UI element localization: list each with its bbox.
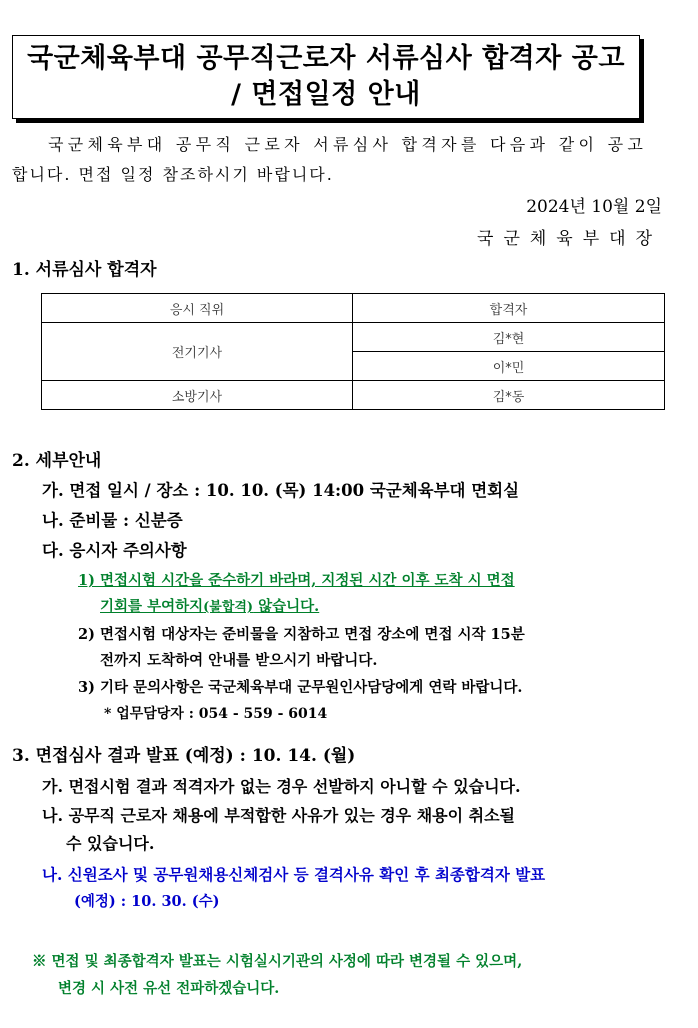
- title-panel: [12, 35, 640, 119]
- note-1-text-c: 않습니다.: [253, 598, 320, 615]
- note-1-line-2: [100, 596, 319, 619]
- interview-schedule: 가. 면접 일시 / 장소 : 10. 10. (목) 14:00 국군체육부대 면회실: [42, 481, 520, 500]
- issuer: 국군체육부대장: [477, 229, 662, 249]
- required-items: 나. 준비물 : 신분증: [42, 511, 183, 530]
- header-position: 응시 직위: [42, 294, 353, 323]
- title-line-2: / 면접일정 안내: [231, 79, 421, 110]
- footnote-line-2: 변경 시 사전 유선 전파하겠습니다.: [58, 980, 280, 997]
- position-cell: 소방기사: [42, 381, 353, 410]
- header-passer: 합격자: [353, 294, 665, 323]
- passers-table: [41, 293, 665, 410]
- title-box: [12, 35, 640, 119]
- result-note-b-line-2: 수 있습니다.: [66, 834, 155, 853]
- result-note-c-line-1: 나. 신원조사 및 공무원채용신체검사 등 결격사유 확인 후 최종합격자 발표: [42, 865, 546, 884]
- passer-cell: 김*현: [353, 323, 665, 352]
- position-cell: 전기기사: [42, 323, 353, 381]
- passer-cell: 이*민: [353, 352, 665, 381]
- result-note-b-line-1: 나. 공무직 근로자 채용에 부적합한 사유가 있는 경우 채용이 취소될: [42, 806, 516, 825]
- note-2-line-2: 전까지 도착하여 안내를 받으시기 바랍니다.: [100, 652, 378, 669]
- footnote-line-1: ※ 면접 및 최종합격자 발표는 시험실시기관의 사정에 따라 변경될 수 있으며,: [32, 953, 523, 970]
- result-note-c-line-2: (예정) : 10. 30. (수): [74, 893, 220, 910]
- section-2-heading: 2. 세부안내: [12, 451, 102, 471]
- note-1-fail-mark: (불합격): [203, 600, 254, 615]
- notice-date: 2024년 10월 2일: [526, 197, 662, 217]
- section-3-heading: 3. 면접심사 결과 발표 (예정) : 10. 14. (월): [12, 746, 356, 766]
- table-row: [42, 323, 665, 352]
- note-2-line-1: 2) 면접시험 대상자는 준비물을 지참하고 면접 장소에 면접 시작 15분: [78, 626, 525, 643]
- section-1-heading: 1. 서류심사 합격자: [12, 260, 157, 280]
- contact-line: * 업무담당자 : 054 - 559 - 6014: [104, 706, 328, 722]
- passer-cell: 김*동: [353, 381, 665, 410]
- note-3-line-1: 3) 기타 문의사항은 국군체육부대 군무원인사담당에게 연락 바랍니다.: [78, 679, 523, 696]
- intro-line-2: 합니다. 면접 일정 참조하시기 바랍니다.: [12, 165, 334, 184]
- result-note-a: 가. 면접시험 결과 적격자가 없는 경우 선발하지 아니할 수 있습니다.: [42, 777, 521, 796]
- note-1-line-1: 1) 면접시험 시간을 준수하기 바라며, 지정된 시간 이후 도착 시 면접: [78, 572, 515, 589]
- note-1-text-a: 기회를 부여하지: [100, 598, 204, 615]
- table-row: [42, 381, 665, 410]
- title-line-1: 국군체육부대 공무직근로자 서류심사 합격자 공고: [27, 43, 625, 74]
- applicant-notes-heading: 다. 응시자 주의사항: [42, 541, 187, 560]
- table-header-row: [42, 294, 665, 323]
- intro-line-1: 국군체육부대 공무직 근로자 서류심사 합격자를 다음과 같이 공고: [48, 135, 648, 154]
